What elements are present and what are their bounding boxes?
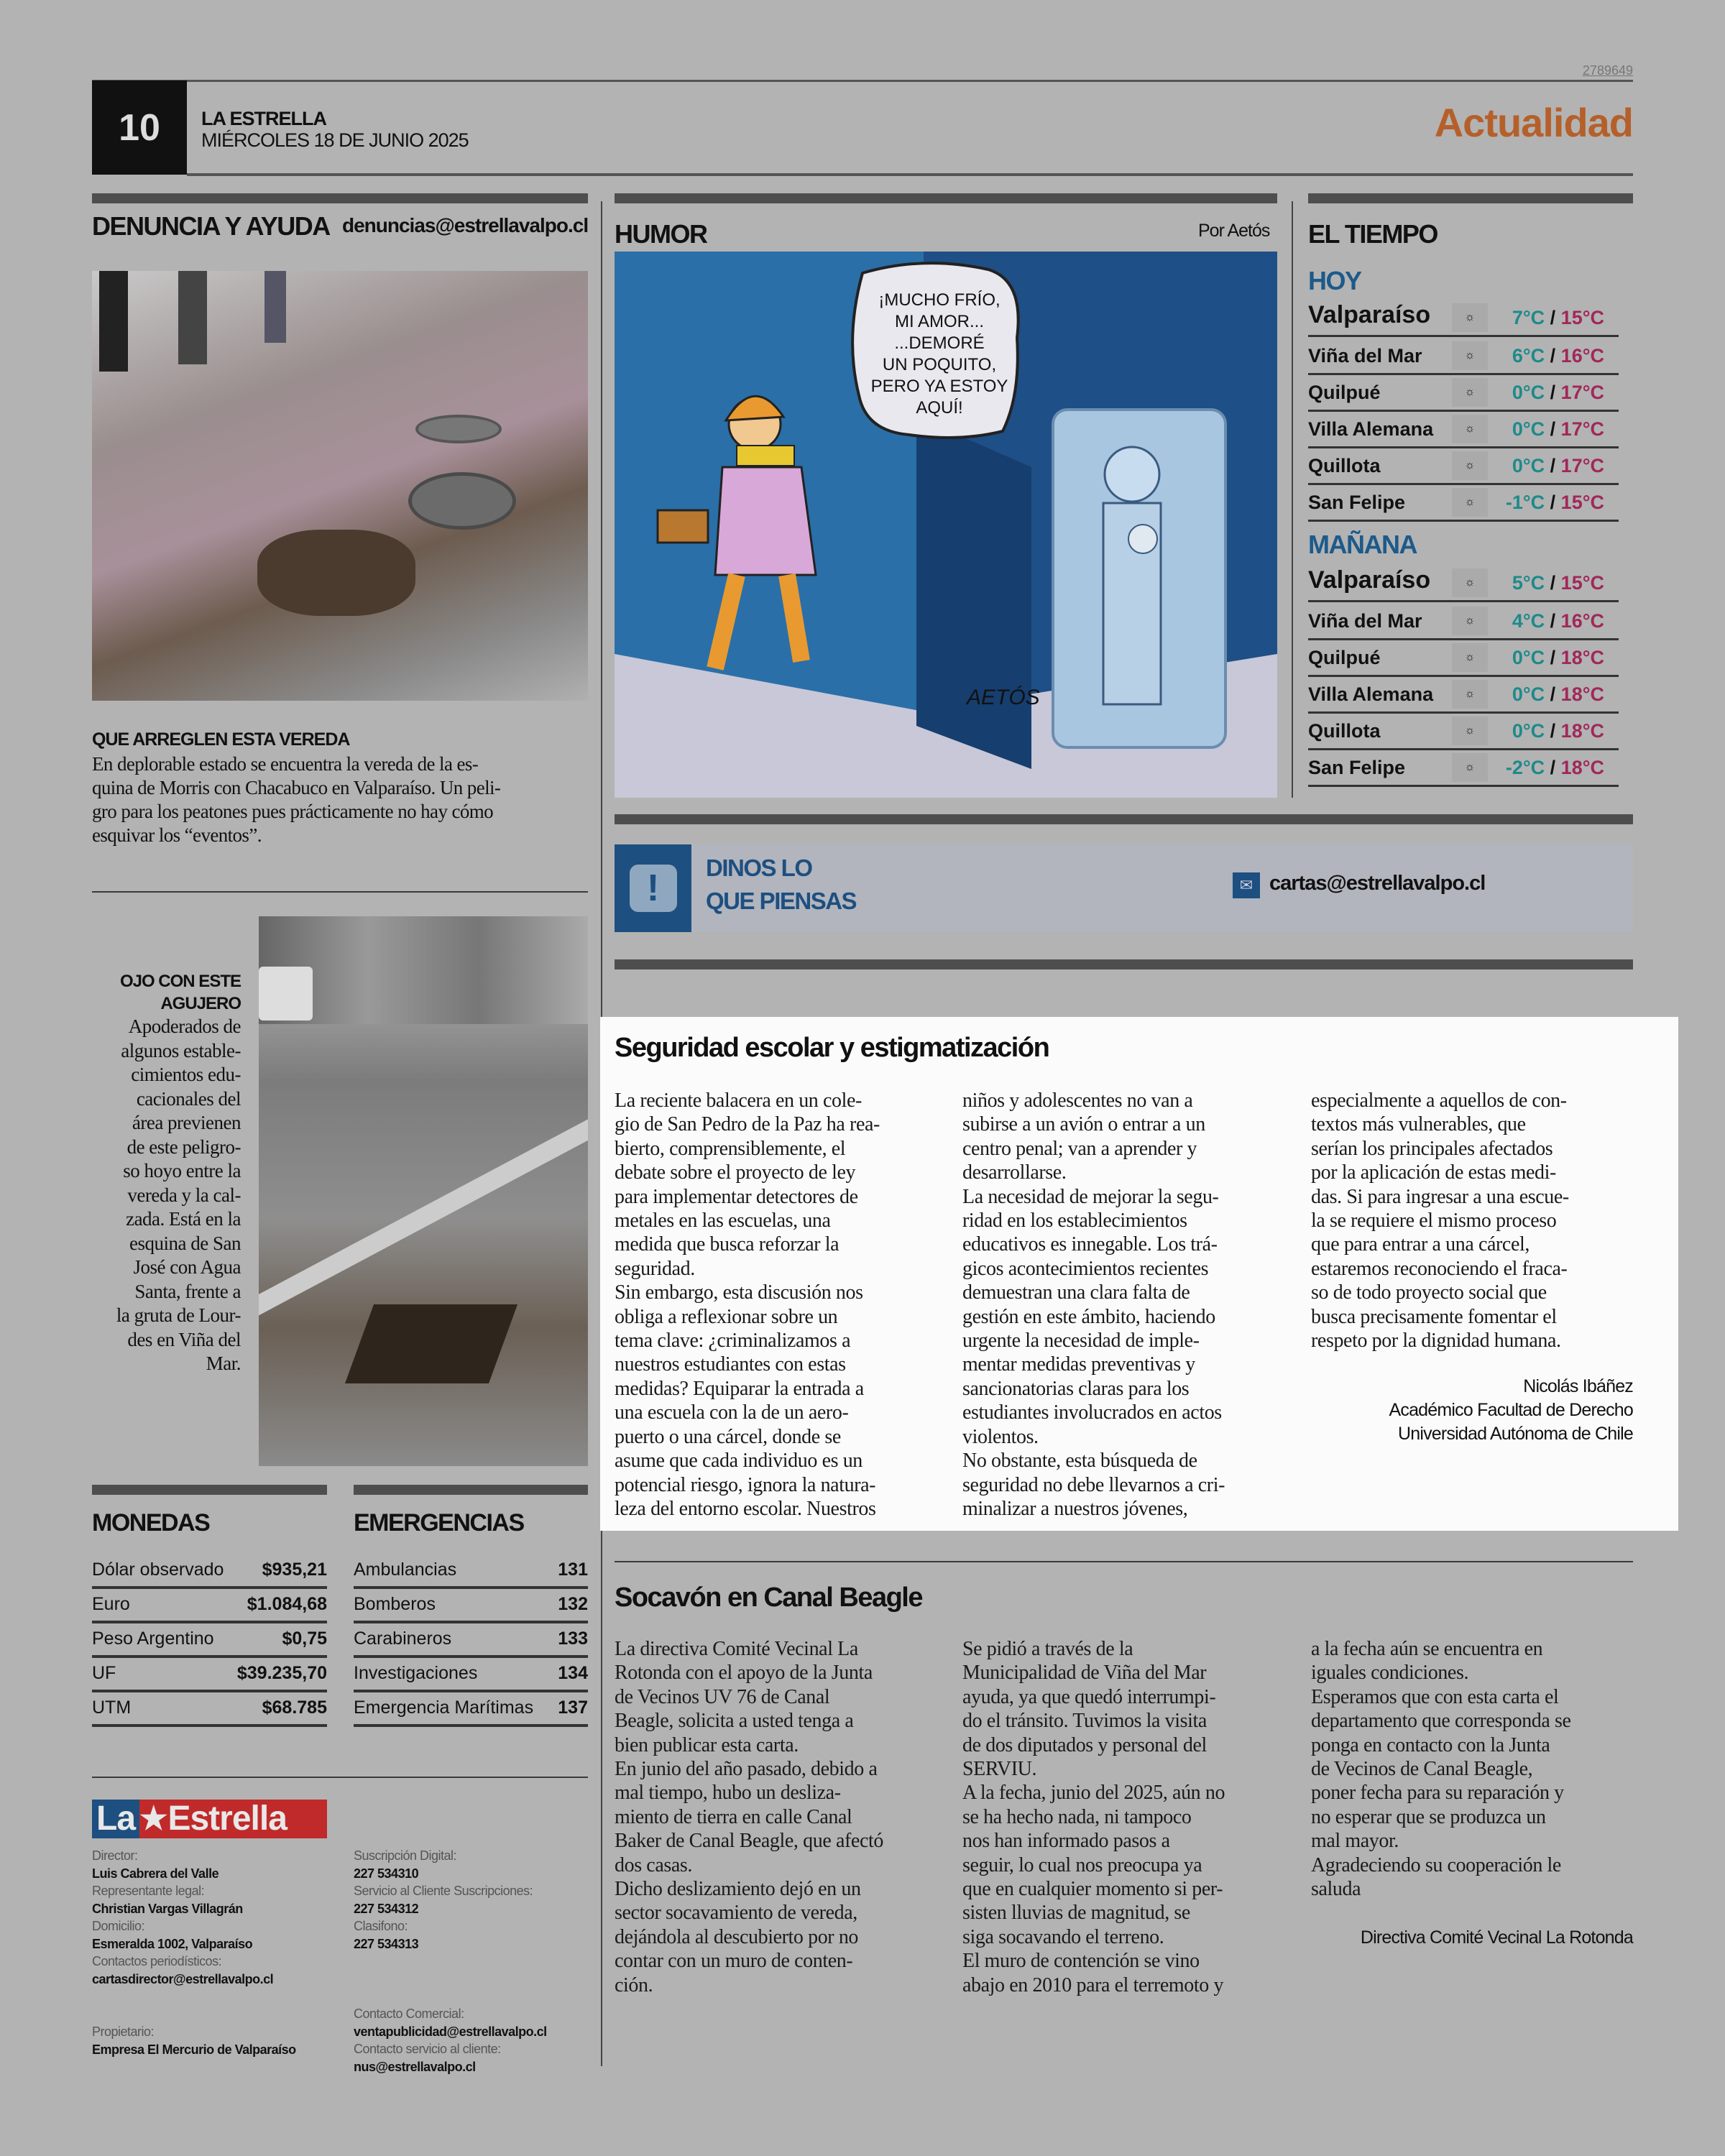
temp-range: 0°C / 18°C (1512, 647, 1604, 668)
owner-label: Propietario: (92, 2024, 155, 2039)
woman-hat (726, 396, 783, 420)
sun-icon: ☼ (1452, 680, 1488, 709)
sun-icon: ☼ (1452, 303, 1488, 332)
temp-low: 0°C (1512, 418, 1545, 440)
currency-row (92, 1555, 327, 1589)
letter2-col3: a la fecha aún se encuentra en iguales condiciones. Esperamos que con esta carta el departamento que corresponda se ponga en contacto con la Junta de Vecinos de Canal Beagle, poner fecha para su reparación y no esperar que se produzca un mal mayor. Agradeciendo su cooperación le saluda (1311, 1638, 1571, 1901)
currency-name: Peso Argentino (92, 1628, 214, 1649)
temp-high: 16°C (1560, 345, 1604, 367)
city-name: Valparaíso (1308, 301, 1431, 328)
service-name: Ambulancias (354, 1560, 457, 1580)
woman-coat (715, 467, 816, 575)
letter2-col2: Se pidió a través de la Municipalidad de Viña del Mar ayuda, ya que quedó interrumpi- do el tránsito. Tuvimos la visita de dos diputados y personal del SERVIU. A la fecha, junio del 2025, aún no se ha hecho nada, ni tampoco nos han informado pasos a seguir, lo cual nos preocupa ya que en cualquier momento si per- sisten lluvias de magnitud, se siga socavando el terreno. El muro de contención se vino abajo en 2010 para el terremoto y (962, 1638, 1225, 1996)
divider (92, 1777, 588, 1778)
clasifono-label: Clasifono: (354, 1919, 408, 1933)
currency-name: UF (92, 1663, 116, 1683)
city-name: Quillota (1308, 455, 1381, 476)
service-name: Carabineros (354, 1628, 452, 1649)
temp-range: 7°C / 15°C (1512, 307, 1604, 328)
legal-name: Christian Vargas Villagrán (92, 1901, 243, 1916)
temp-low: 6°C (1512, 345, 1545, 367)
section-title: Actualidad (1434, 100, 1633, 145)
weather-row (1308, 338, 1619, 375)
pedestrian-legs (178, 271, 207, 364)
client-label: Contacto servicio al cliente: (354, 2042, 501, 2056)
issue-date: MIÉRCOLES 18 DE JUNIO 2025 (201, 129, 469, 151)
bubble-line: ...DEMORÉ (894, 333, 985, 353)
sun-icon: ☼ (1452, 568, 1488, 597)
city-name: Villa Alemana (1308, 683, 1434, 705)
temp-low: 0°C (1512, 382, 1545, 403)
temp-low: 7°C (1512, 307, 1545, 328)
temp-high: 18°C (1560, 720, 1604, 742)
photo-hole-street (259, 916, 588, 1466)
letter1-col1: La reciente balacera en un cole- gio de San Pedro de la Paz ha rea- bierto, comprensiblemente, el debate sobre el proyecto de ley para implementar detectores de metales en las escuelas, una medida que busca reforzar la seguridad. Sin embargo, esta discusión nos obliga a reflexionar sobre un tema clave: ¿criminalizamos a nuestros estudiantes con estas medidas? Equiparar la entrada a una escuela con la de un aero- puerto o una cárcel, donde se asume que cada individuo es un potencial riesgo, ignora la natura- leza del entorno escolar. Nuestros (615, 1089, 880, 1520)
clasifono-phone: 227 534313 (354, 1936, 419, 1951)
page-code: 2789649 (1582, 63, 1633, 78)
digital-label: Suscripción Digital: (354, 1848, 457, 1863)
photo-broken-sidewalk (92, 271, 588, 701)
temp-low: 0°C (1512, 683, 1545, 705)
press-label: Contactos periodísticos: (92, 1954, 222, 1968)
curb-line (259, 1110, 588, 1316)
letter1-col3: especialmente a aquellos de con- textos más vulnerables, que serían los principales afectados por la aplicación de estas medi- das. Si para ingresar a una escue- la se requiere el mismo proceso que para entrar a una cárcel, estaremos reconociendo el fraca- so de todo proyecto social que busca precisamente fomentar el respeto por la dignidad humana. (1311, 1089, 1569, 1353)
humor-author: Por Aetós (1198, 221, 1270, 241)
denuncia-title: DENUNCIA Y AYUDA (92, 211, 330, 241)
temp-high: 17°C (1560, 418, 1604, 440)
currency-value: $0,75 (282, 1628, 327, 1649)
service-name: Emergencia Marítimas (354, 1697, 534, 1718)
city-name: Quilpué (1308, 647, 1381, 668)
monedas-bar (92, 1485, 327, 1495)
divider (92, 891, 588, 893)
temp-range: -1°C / 15°C (1505, 492, 1604, 513)
emergencias-title: EMERGENCIAS (354, 1509, 524, 1537)
weather-row (1308, 562, 1619, 602)
commercial-label: Contacto Comercial: (354, 2007, 464, 2021)
temp-range: 6°C / 16°C (1512, 345, 1604, 367)
dinos-top-bar (615, 814, 1633, 824)
city-name: Viña del Mar (1308, 345, 1422, 367)
humor-title: HUMOR (615, 219, 707, 249)
dinos-bottom-bar (615, 959, 1633, 969)
sun-icon: ☼ (1452, 415, 1488, 443)
temp-range: 0°C / 17°C (1512, 418, 1604, 440)
header-bottom-rule (187, 173, 1633, 176)
currency-name: Dólar observado (92, 1560, 224, 1580)
temp-high: 18°C (1560, 647, 1604, 668)
dinos-banner (615, 844, 1633, 932)
weather-row (1308, 485, 1619, 522)
phone-number[interactable]: 134 (558, 1663, 588, 1683)
masthead-left (92, 1847, 336, 2058)
exclamation-icon: ! (615, 844, 691, 932)
paper-name: LA ESTRELLA (201, 108, 326, 129)
phone-number[interactable]: 133 (558, 1628, 588, 1649)
bubble-line: ¡MUCHO FRÍO, (878, 290, 1000, 310)
sun-icon: ☼ (1452, 717, 1488, 745)
temp-range: 5°C / 15°C (1512, 572, 1604, 594)
cartoon (615, 252, 1277, 798)
director-name: Luis Cabrera del Valle (92, 1866, 219, 1881)
address: Esmeralda 1002, Valparaíso (92, 1936, 253, 1951)
dinos-title-1: DINOS LO (706, 854, 812, 881)
manhole-cover (415, 415, 502, 443)
temp-low: 0°C (1512, 455, 1545, 476)
flowers (1128, 525, 1157, 553)
currency-row (92, 1693, 327, 1727)
la-estrella-logo (92, 1800, 327, 1838)
service-phone: 227 534312 (354, 1901, 419, 1916)
weather-row (1308, 412, 1619, 448)
letter1-role2: Universidad Autónoma de Chile (1397, 1424, 1633, 1444)
temp-high: 15°C (1560, 572, 1604, 594)
city-name: San Felipe (1308, 492, 1406, 513)
currency-row (92, 1624, 327, 1658)
service-label: Servicio al Cliente Suscripciones: (354, 1884, 533, 1898)
letter2-author: Directiva Comité Vecinal La Rotonda (1360, 1927, 1633, 1948)
dinos-title-2: QUE PIENSAS (706, 888, 857, 914)
weather-row (1308, 750, 1619, 787)
building-corner (916, 417, 1031, 769)
item1-text: En deplorable estado se encuentra la vereda de la es- quina de Morris con Chacabuco en Valparaíso. Un peli- gro para los peatones pues prácticamente no hay cómo esquivar los “eventos”. (92, 753, 501, 846)
temp-range: 0°C / 17°C (1512, 455, 1604, 476)
temp-low: -2°C (1505, 757, 1545, 778)
temp-high: 16°C (1560, 610, 1604, 632)
currency-row (92, 1590, 327, 1623)
emergency-row (354, 1624, 588, 1658)
weather-row (1308, 714, 1619, 750)
weather-row (1308, 448, 1619, 485)
column-divider (1292, 201, 1293, 798)
temp-low: 4°C (1512, 610, 1545, 632)
pothole (257, 530, 415, 616)
hole (345, 1304, 518, 1383)
weather-title: EL TIEMPO (1308, 219, 1438, 249)
pedestrian-legs (264, 271, 286, 343)
temp-low: 0°C (1512, 720, 1545, 742)
phone-number[interactable]: 132 (558, 1594, 588, 1614)
legal-label: Representante legal: (92, 1884, 205, 1898)
sun-icon: ☼ (1452, 341, 1488, 370)
temp-range: 0°C / 18°C (1512, 683, 1604, 705)
emergency-row (354, 1659, 588, 1692)
temp-high: 18°C (1560, 757, 1604, 778)
bubble-line: MI AMOR... (894, 312, 985, 331)
middle-column-bar (615, 193, 1277, 203)
temp-range: 0°C / 18°C (1512, 720, 1604, 742)
city-name: Valparaíso (1308, 566, 1431, 594)
bubble-line: PERO YA ESTOY (870, 377, 1008, 396)
item1-title: QUE ARREGLEN ESTA VEREDA (92, 729, 350, 750)
service-name: Bomberos (354, 1594, 436, 1614)
weather-row (1308, 297, 1619, 337)
letter2-col1: La directiva Comité Vecinal La Rotonda con el apoyo de la Junta de Vecinos UV 76 de Canal Beagle, solicita a usted tenga a bien publicar esta carta. En junio del año pasado, debido a mal tiempo, hubo un desliza- miento de tierra en calle Canal Baker de Canal Beagle, que afectó dos casas. Dicho deslizamiento dejó en un sector socavamiento de vereda, dejándola al descubierto por no contar con un muro de conten- ción. (615, 1638, 883, 1996)
currency-value: $39.235,70 (236, 1663, 327, 1683)
letter2-title: Socavón en Canal Beagle (615, 1583, 922, 1613)
weather-row (1308, 640, 1619, 677)
emergency-row (354, 1590, 588, 1623)
press-email[interactable]: cartasdirector@estrellavalpo.cl (92, 1971, 274, 1986)
currency-name: UTM (92, 1697, 132, 1718)
commercial-email[interactable]: ventapublicidad@estrellavalpo.cl (354, 2024, 547, 2039)
header-top-rule (92, 80, 1633, 82)
weather-row (1308, 677, 1619, 714)
address-label: Domicilio: (92, 1919, 145, 1933)
emergency-row (354, 1693, 588, 1727)
sun-icon: ☼ (1452, 378, 1488, 407)
sun-icon: ☼ (1452, 643, 1488, 672)
frozen-man-head (1105, 447, 1159, 502)
temp-high: 15°C (1560, 492, 1604, 513)
temp-low: 5°C (1512, 572, 1545, 594)
city-name: Viña del Mar (1308, 610, 1422, 632)
woman-legs (715, 575, 801, 668)
pedestrian-legs (99, 271, 128, 372)
temp-range: 0°C / 17°C (1512, 382, 1604, 403)
logo-text: Estrella (167, 1800, 327, 1838)
temp-high: 17°C (1560, 382, 1604, 403)
temp-high: 18°C (1560, 683, 1604, 705)
city-name: Quilpué (1308, 382, 1381, 403)
divider (615, 1561, 1633, 1562)
star-icon: ★ (139, 1800, 167, 1838)
emergencias-bar (354, 1485, 588, 1495)
weather-row (1308, 604, 1619, 640)
woman-scarf (737, 446, 794, 466)
currency-value: $1.084,68 (247, 1594, 327, 1614)
logo-text: La (92, 1800, 139, 1838)
client-email[interactable]: nus@estrellavalpo.cl (354, 2059, 476, 2074)
letter1-role1: Académico Facultad de Derecho (1389, 1400, 1633, 1420)
mail-icon: ✉ (1233, 872, 1260, 898)
currency-name: Euro (92, 1594, 130, 1614)
sun-icon: ☼ (1452, 451, 1488, 480)
temp-range: 4°C / 16°C (1512, 610, 1604, 632)
cartoon-illustration (615, 252, 1277, 798)
item2-text: Apoderados de algunos estable- cimientos edu- cacionales del área previenen de este peligro- so hoyo entre la vereda y la cal- zada. Está en la esquina de San José con Agua Santa, frente a la gruta de Lour- des en Viña del Mar. (116, 1015, 241, 1374)
weather-tomorrow-label: MAÑANA (1308, 530, 1417, 559)
sun-icon: ☼ (1452, 488, 1488, 517)
city-name: Quillota (1308, 720, 1381, 742)
phone-number[interactable]: 137 (558, 1697, 588, 1718)
cartoonist-signature: AETÓS (967, 686, 1040, 709)
temp-low: 0°C (1512, 647, 1545, 668)
letter1-col2: niños y adolescentes no van a subirse a un avión o entrar a un centro penal; van a aprender y desarrollarse. La necesidad de mejorar la segu- ridad en los establecimientos educativos es innegable. Los trá- gicos acontecimientos recientes demuestran una clara falta de gestión en este ámbito, haciendo urgente la necesidad de imple- mentar medidas preventivas y sancionatorias claras para los estudiantes involucrados en actos violentos. No obstante, esta búsqueda de seguridad no debe llevarnos a cri- minalizar a nuestros jóvenes, (962, 1089, 1225, 1520)
denuncia-email[interactable]: denuncias@estrellavalpo.cl (342, 214, 589, 236)
letter1-title: Seguridad escolar y estigmatización (615, 1033, 1049, 1063)
city-name: San Felipe (1308, 757, 1406, 778)
temp-range: -2°C / 18°C (1505, 757, 1604, 778)
temp-low: -1°C (1505, 492, 1545, 513)
director-label: Director: (92, 1848, 138, 1863)
temp-high: 15°C (1560, 307, 1604, 328)
manhole-cover (408, 472, 516, 530)
service-name: Investigaciones (354, 1663, 478, 1683)
currency-value: $935,21 (262, 1560, 327, 1580)
letter1-author: Nicolás Ibáñez (1523, 1376, 1633, 1396)
weather-row (1308, 375, 1619, 412)
left-column-bar (92, 193, 588, 203)
weather-today-label: HOY (1308, 266, 1361, 295)
city-name: Villa Alemana (1308, 418, 1434, 440)
woman-purse (658, 510, 708, 543)
masthead-right (354, 1847, 598, 2076)
right-column-bar (1308, 193, 1633, 203)
item2-title: OJO CON ESTE AGUJERO (119, 972, 241, 1013)
sun-icon: ☼ (1452, 753, 1488, 782)
monedas-title: MONEDAS (92, 1509, 210, 1537)
bubble-line: UN POQUITO, (882, 355, 997, 374)
owner: Empresa El Mercurio de Valparaíso (92, 2042, 296, 2057)
parked-van (259, 967, 313, 1021)
dinos-email[interactable]: cartas@estrellavalpo.cl (1269, 872, 1486, 895)
currency-value: $68.785 (262, 1697, 327, 1718)
bubble-line: AQUÍ! (916, 398, 963, 418)
sun-icon: ☼ (1452, 607, 1488, 635)
emergency-row (354, 1555, 588, 1589)
page-number: 10 (92, 80, 187, 175)
temp-high: 17°C (1560, 455, 1604, 476)
phone-number[interactable]: 131 (558, 1560, 588, 1580)
digital-phone: 227 534310 (354, 1866, 419, 1881)
currency-row (92, 1659, 327, 1692)
